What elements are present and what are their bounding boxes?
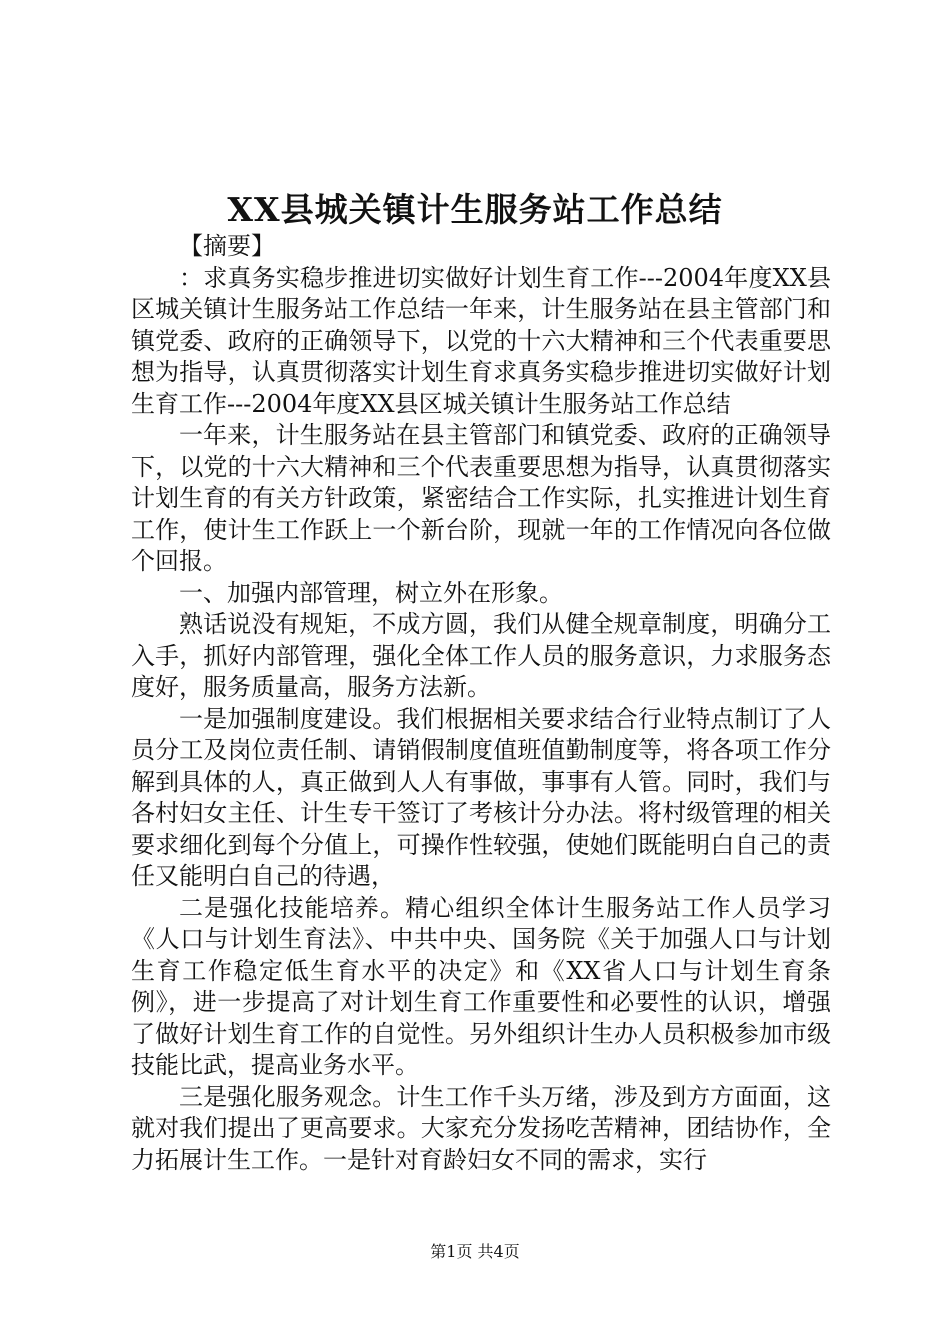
paragraph: 三是强化服务观念。计生工作千头万绪，涉及到方方面面，这就对我们提出了更高要求。大家充分发扬吃苦精神，团结协作，全力拓展计生工作。一是针对育龄妇女不同的需求，实行 [131,1082,831,1174]
paragraph-abstract-label: 【摘要】 [179,232,275,260]
paragraph: 熟话说没有规矩，不成方圆，我们从健全规章制度，明确分工入手，抓好内部管理，强化全体工作人员的服务意识，力求服务态度好，服务质量高，服务方法新。 [131,610,831,701]
section-heading: 一、加强内部管理，树立外在形象。 [179,578,563,607]
page-footer: 第1页 共4页 [430,1242,520,1261]
paragraph-abstract-text: ：求真务实稳步推进切实做好计划生育工作---2004年度XX县区城关镇计生服务站工作总结一年来，计生服务站在县主管部门和镇党委、政府的正确领导下，以党的十六大精神和三个代表重要思想为指导，认真贯彻落实计划生育求真务实稳步推进切实做好计划生育工作---2004年度XX县区城关镇计生服务站工作总结 [131,263,831,418]
document-body [131,231,831,1176]
paragraph: 二是强化技能培养。精心组织全体计生服务站工作人员学习《人口与计划生育法》、中共中央、国务院《关于加强人口与计划生育工作稳定低生育水平的决定》和《XX省人口与计划生育条例》，进一步提高了对计划生育工作重要性和必要性的认识，增强了做好计划生育工作的自觉性。另外组织计生办人员积极参加市级技能比武，提高业务水平。 [131,893,831,1079]
paragraph: 一是加强制度建设。我们根据相关要求结合行业特点制订了人员分工及岗位责任制、请销假制度值班值勤制度等，将各项工作分解到具体的人，真正做到人人有事做，事事有人管。同时，我们与各村妇女主任、计生专干签订了考核计分办法。将村级管理的相关要求细化到每个分值上，可操作性较强，使她们既能明白自己的责任又能明白自己的待遇， [131,704,831,890]
paragraph: 一年来，计生服务站在县主管部门和镇党委、政府的正确领导下，以党的十六大精神和三个代表重要思想为指导，认真贯彻落实计划生育的有关方针政策，紧密结合工作实际，扎实推进计划生育工作，使计生工作跃上一个新台阶，现就一年的工作情况向各位做个回报。 [131,421,831,575]
document-title: XX县城关镇计生服务站工作总结 [227,190,723,229]
